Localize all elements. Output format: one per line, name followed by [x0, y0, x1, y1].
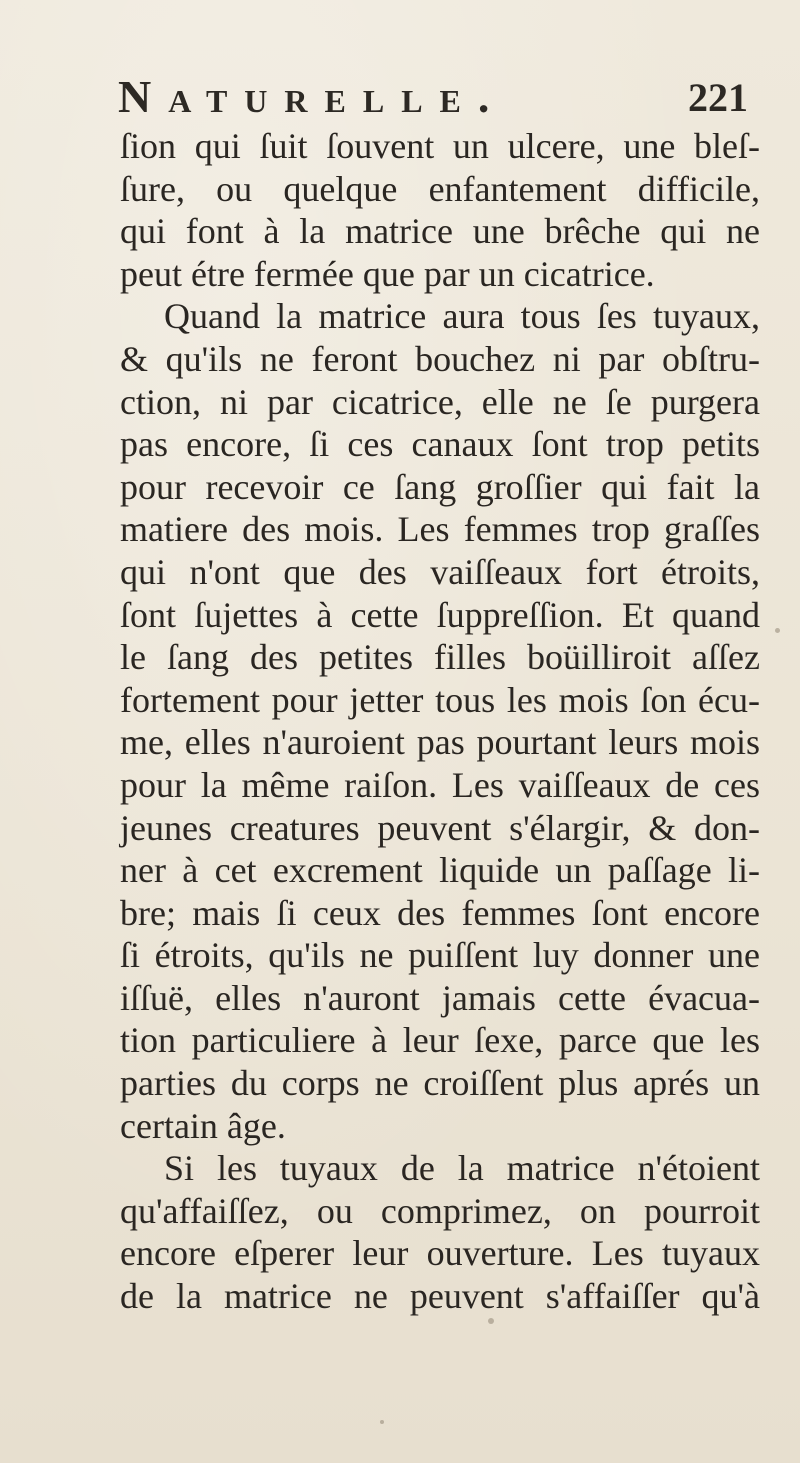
text-line: encore eſperer leur ouverture. Les tuyaux: [120, 1233, 760, 1274]
text-line: le ſang des petites filles boüilliroit aſſez: [120, 637, 760, 678]
paper-speck: [380, 1420, 384, 1424]
text-line: peut étre fermée que par un cicatrice.: [120, 253, 655, 294]
text-line: me, elles n'auroient pas pourtant leurs mois: [120, 722, 760, 763]
text-line: ſure, ou quelque enfantement difficile,: [120, 168, 760, 209]
text-line: ner à cet excrement liquide un paſſage li-: [120, 850, 760, 891]
text-line: iſſuë, elles n'auront jamais cette évacua-: [120, 977, 760, 1018]
text-line: Quand la matrice aura tous ſes tuyaux,: [164, 296, 760, 337]
text-line: ction, ni par cicatrice, elle ne ſe purgera: [120, 381, 760, 422]
text-line: pour recevoir ce ſang groſſier qui fait la: [120, 466, 760, 507]
body-text: [120, 125, 760, 1318]
text-line: certain âge.: [120, 1105, 286, 1146]
text-line: qui font à la matrice une brêche qui ne: [120, 211, 760, 252]
text-line: parties du corps ne croiſſent plus aprés un: [120, 1063, 760, 1104]
text-line: de la matrice ne peuvent s'affaiſſer qu'à: [120, 1276, 760, 1317]
paper-speck: [775, 628, 780, 633]
text-line: pas encore, ſi ces canaux ſont trop petits: [120, 424, 760, 465]
text-line: qu'affaiſſez, ou comprimez, on pourroit: [120, 1190, 760, 1231]
text-line: qui n'ont que des vaiſſeaux fort étroits,: [120, 551, 760, 592]
text-line: fortement pour jetter tous les mois ſon écu-: [120, 679, 760, 720]
text-line: Si les tuyaux de la matrice n'étoient: [164, 1148, 760, 1189]
page-number: 221: [688, 75, 748, 120]
running-head: Naturelle.: [118, 71, 507, 122]
page-header: [118, 70, 758, 130]
text-line: matiere des mois. Les femmes trop graſſes: [120, 509, 760, 550]
text-line: bre; mais ſi ceux des femmes ſont encore: [120, 892, 760, 933]
text-line: tion particuliere à leur ſexe, parce que les: [120, 1020, 760, 1061]
text-line: jeunes creatures peuvent s'élargir, & don-: [120, 807, 760, 848]
text-line: ſi étroits, qu'ils ne puiſſent luy donner une: [120, 935, 760, 976]
text-line: pour la même raiſon. Les vaiſſeaux de ces: [120, 764, 760, 805]
text-line: ſont ſujettes à cette ſuppreſſion. Et quand: [120, 594, 760, 635]
text-line: & qu'ils ne feront bouchez ni par obſtru-: [120, 338, 760, 379]
text-line: ſion qui ſuit ſouvent un ulcere, une bleſ-: [120, 126, 760, 166]
paper-speck: [488, 1318, 494, 1324]
